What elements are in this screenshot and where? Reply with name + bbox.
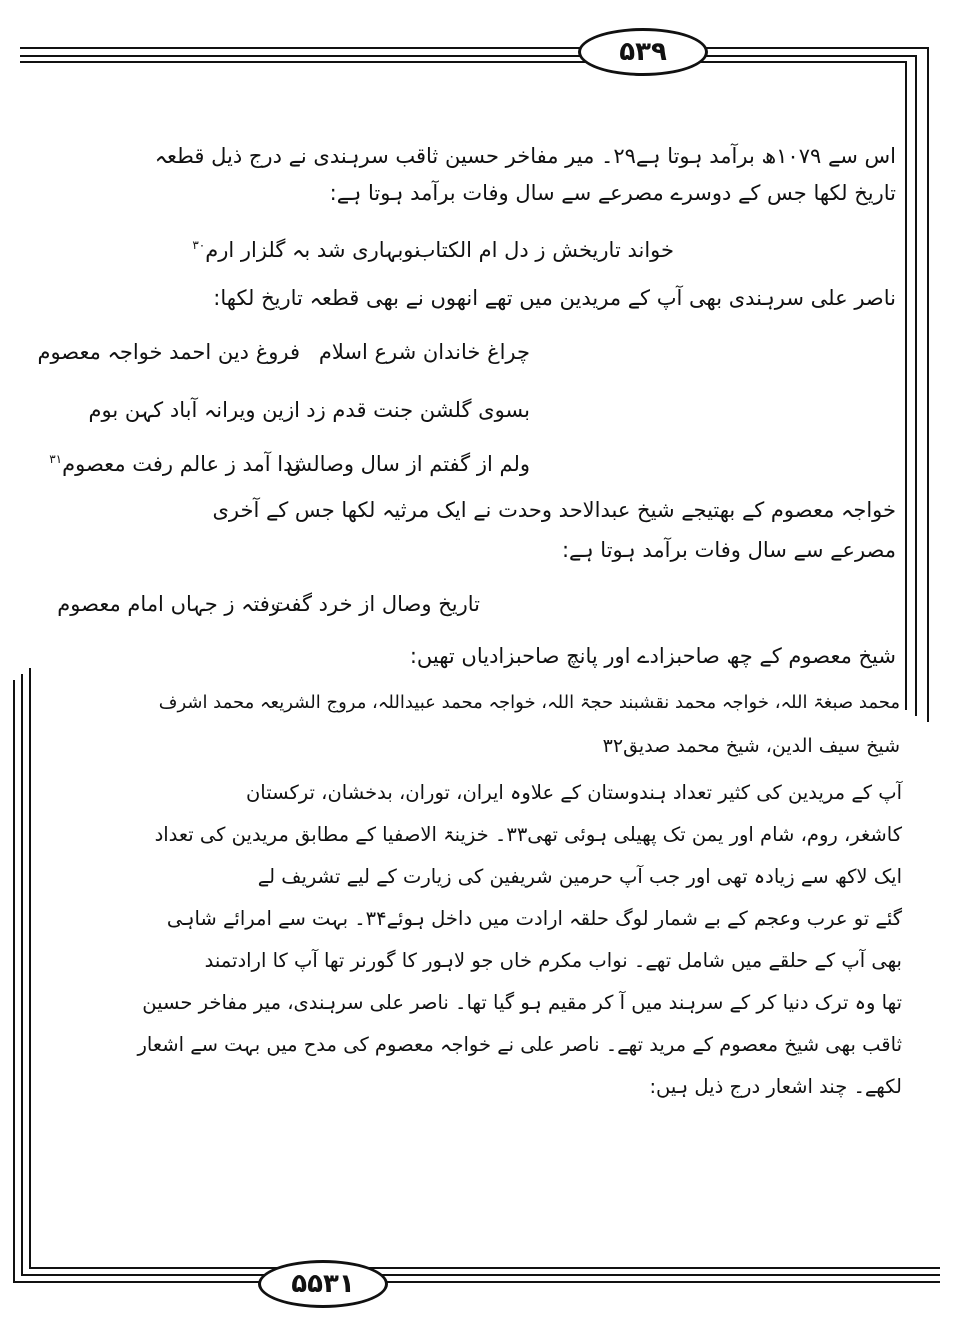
verse3-right: تاریخ وصال از خرد گفت xyxy=(270,592,480,616)
verse2-line2-right: بسوی گلشن جنت قدم زد xyxy=(306,398,530,422)
paragraph-line: آپ کے مریدین کی کثیر تعداد ہندوستان کے علاوہ ایران، توران، بدخشان، ترکستان xyxy=(245,781,902,804)
para2: ناصر علی سرہندی بھی آپ کے مریدین میں تھے انھوں نے بھی قطعہ تاریخ لکھا: xyxy=(213,286,896,310)
paragraph-line: بھی آپ کے حلقے میں شامل تھے۔ نواب مکرم خاں جو لاہور کا گورنر تھا آپ کا ارادتمند xyxy=(204,949,902,972)
intro-line-1: اس سے ۱۰۷۹ھ برآمد ہوتا ہے۲۹۔ میر مفاخر حسین ثاقب سرہندی نے درج ذیل قطعہ xyxy=(154,144,896,168)
paragraph-line: لکھے۔ چند اشعار درج ذیل ہیں: xyxy=(649,1075,902,1098)
children-line-2: شیخ سیف الدین، شیخ محمد صدیق۳۲ xyxy=(602,735,900,757)
paragraph-line: تھا وہ ترک دنیا کر کے سرہند میں آ کر مقیم ہو گیا تھا۔ ناصر علی سرہندی، میر مفاخر حسین xyxy=(142,991,902,1014)
para3-line2: مصرعے سے سال وفات برآمد ہوتا ہے: xyxy=(561,538,896,562)
verse2-line1-left: فروغ دین احمد خواجہ معصوم xyxy=(37,340,300,364)
verse2-line2-left: ازین ویرانہ آباد کہن بوم xyxy=(88,398,300,422)
paragraph-line: ثاقب بھی شیخ معصوم کے مرید تھے۔ ناصر علی نے خواجہ معصوم کی مدح میں بہت سے اشعار xyxy=(137,1033,902,1056)
paragraph-line: گئے تو عرب وعجم کے بے شمار لوگ حلقہ ارادت میں داخل ہوئے۳۴۔ بہت سے امرائے شاہی xyxy=(166,907,902,930)
main-paragraph xyxy=(70,772,902,1108)
paragraph-line: ایک لاکھ سے زیادہ تھی اور جب آپ حرمین شریفین کی زیارت کے لیے تشریف لے xyxy=(257,865,902,888)
page-number-bottom: ۵۵۳۱ xyxy=(258,1260,388,1308)
verse2-line3-right: ولم از گفتم از سال وصالش xyxy=(286,452,530,476)
verse3-left: رفتہ ز جہاں امام معصوم xyxy=(57,592,280,616)
verse1-left: نوبہاری شد بہ گلزار ارم$^{۳۰}$ xyxy=(192,238,420,262)
paragraph-line: کاشغر، روم، شام اور یمن تک پھیلی ہوئی تھی۳۳۔ خزینۃ الاصفیا کے مطابق مریدین کی تعداد xyxy=(154,823,902,846)
verse1-right: خواند تاریخش ز دل ام الکتاب xyxy=(415,238,674,262)
verse2-line1-right: چراغ خاندان شرع اسلام xyxy=(318,340,530,364)
page-number-top: ۵۳۹ xyxy=(578,28,708,76)
para4: شیخ معصوم کے چھ صاحبزادے اور پانچ صاحبزادیاں تھیں: xyxy=(409,644,896,668)
children-line-1: محمد صبغۃ اللہ، خواجہ محمد نقشبند حجۃ اللہ، خواجہ محمد عبیداللہ، مروج الشریعہ محمد اشرف xyxy=(158,692,900,713)
verse2-line3-left: ندا آمد ز عالم رفت معصوم$^{۳۱}$ xyxy=(49,452,300,476)
para3-line1: خواجہ معصوم کے بھتیجے شیخ عبدالاحد وحدت نے ایک مرثیہ لکھا جس کے آخری xyxy=(212,498,896,522)
intro-line-2: تاریخ لکھا جس کے دوسرے مصرعے سے سال وفات برآمد ہوتا ہے: xyxy=(329,181,896,205)
